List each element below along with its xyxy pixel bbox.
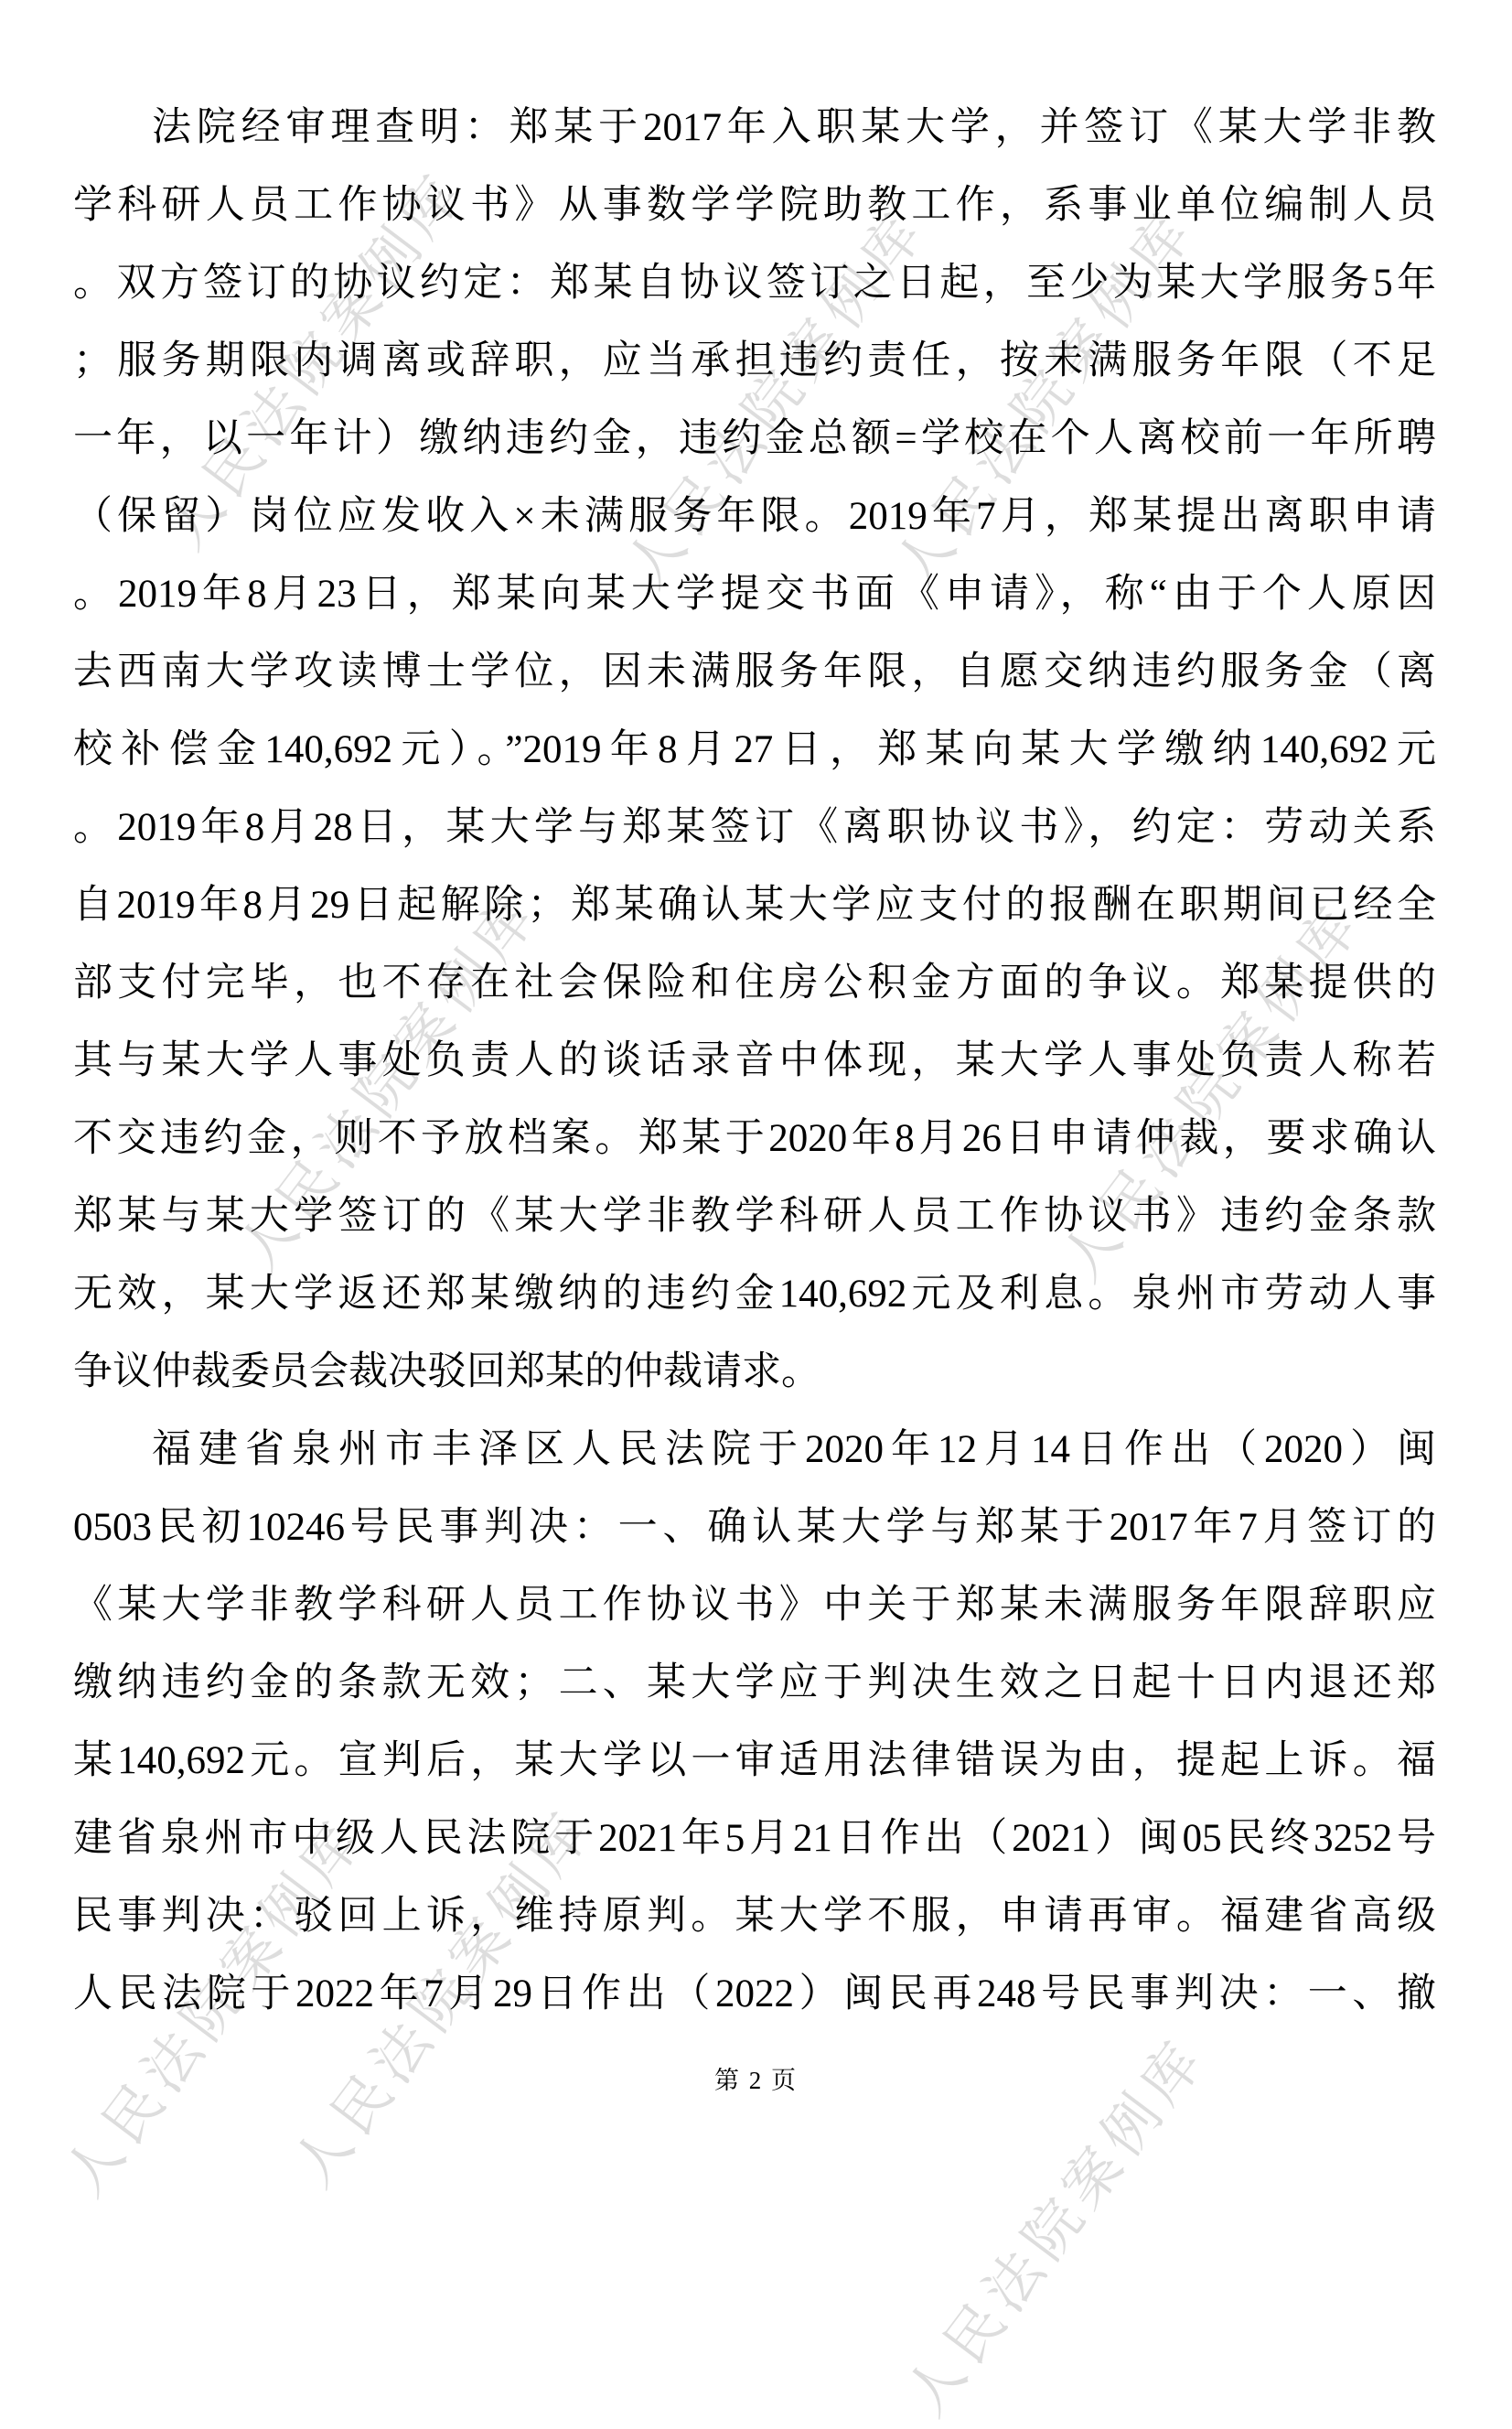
text-line: 法院经审理查明：郑某于2017年入职某大学，并签订《某大学非教	[152, 106, 1436, 149]
text-line: 0503民初10246号民事判决：一、确认某大学与郑某于2017年7月签订的	[73, 1506, 1436, 1549]
text-line: 民事判决：驳回上诉，维持原判。某大学不服，申请再审。福建省高级	[73, 1895, 1436, 1938]
text-line: 学科研人员工作协议书》从事数学学院助教工作，系事业单位编制人员	[73, 184, 1436, 227]
court-case-library-watermark: 人民法院案例库	[227, 882, 551, 1284]
text-line: （保留）岗位应发收入×未满服务年限。2019年7月，郑某提出离职申请	[73, 495, 1436, 538]
court-case-library-watermark: 人民法院案例库	[895, 2026, 1218, 2427]
text-line: 。2019年8月23日，郑某向某大学提交书面《申请》，称“由于个人原因	[73, 573, 1436, 616]
text-line: 某140,692元。宣判后，某大学以一审适用法律错误为由，提起上诉。福	[73, 1739, 1436, 1782]
text-line: 部支付完毕，也不存在社会保险和住房公积金方面的争议。郑某提供的	[73, 962, 1436, 1005]
court-case-library-watermark: 人民法院案例库	[154, 159, 477, 561]
text-line: 。双方签订的协议约定：郑某自协议签订之日起，至少为某大学服务5年	[73, 262, 1436, 305]
text-line: 不交违约金，则不予放档案。郑某于2020年8月26日申请仲裁，要求确认	[73, 1117, 1436, 1160]
text-line: ；服务期限内调离或辞职，应当承担违约责任，按未满服务年限（不足	[73, 339, 1436, 382]
text-line: 建省泉州市中级人民法院于2021年5月21日作出（2021）闽05民终3252号	[73, 1817, 1436, 1860]
page-number: 第 2 页	[714, 2067, 798, 2094]
text-line: 校补偿金140,692元）。”2019年8月27日，郑某向某大学缴纳140,692元	[73, 728, 1436, 771]
court-case-library-watermark: 人民法院案例库	[615, 198, 938, 599]
text-line: 缴纳违约金的条款无效；二、某大学应于判决生效之日起十日内退还郑	[73, 1661, 1436, 1704]
text-line: 去西南大学攻读博士学位，因未满服务年限，自愿交纳违约服务金（离	[73, 650, 1436, 693]
text-line: 自2019年8月29日起解除；郑某确认某大学应支付的报酬在职期间已经全	[73, 884, 1436, 927]
text-line: 其与某大学人事处负责人的谈话录音中体现，某大学人事处负责人称若	[73, 1039, 1436, 1082]
text-line: 人民法院于2022年7月29日作出（2022）闽民再248号民事判决：一、撤	[73, 1972, 1436, 2015]
court-case-library-watermark: 人民法院案例库	[53, 1806, 377, 2208]
text-line: 郑某与某大学签订的《某大学非教学科研人员工作协议书》违约金条款	[73, 1195, 1436, 1238]
text-line: 《某大学非教学科研人员工作协议书》中关于郑某未满服务年限辞职应	[73, 1584, 1436, 1627]
text-line: 福建省泉州市丰泽区人民法院于2020年12月14日作出（2020）闽	[152, 1428, 1436, 1471]
text-line: 。2019年8月28日，某大学与郑某签订《离职协议书》，约定：劳动关系	[73, 806, 1436, 849]
text-line: 争议仲裁委员会裁决驳回郑某的仲裁请求。	[73, 1350, 820, 1393]
page-footer	[0, 2060, 1512, 2096]
text-line: 一年，以一年计）缴纳违约金，违约金总额=学校在个人离校前一年所聘	[73, 417, 1436, 460]
court-case-library-watermark: 人民法院案例库	[884, 198, 1207, 599]
document-body	[73, 89, 1436, 2033]
court-case-library-watermark: 人民法院案例库	[1050, 891, 1374, 1293]
text-line: 无效，某大学返还郑某缴纳的违约金140,692元及利息。泉州市劳动人事	[73, 1273, 1436, 1316]
court-case-library-watermark: 人民法院案例库	[282, 1797, 606, 2198]
